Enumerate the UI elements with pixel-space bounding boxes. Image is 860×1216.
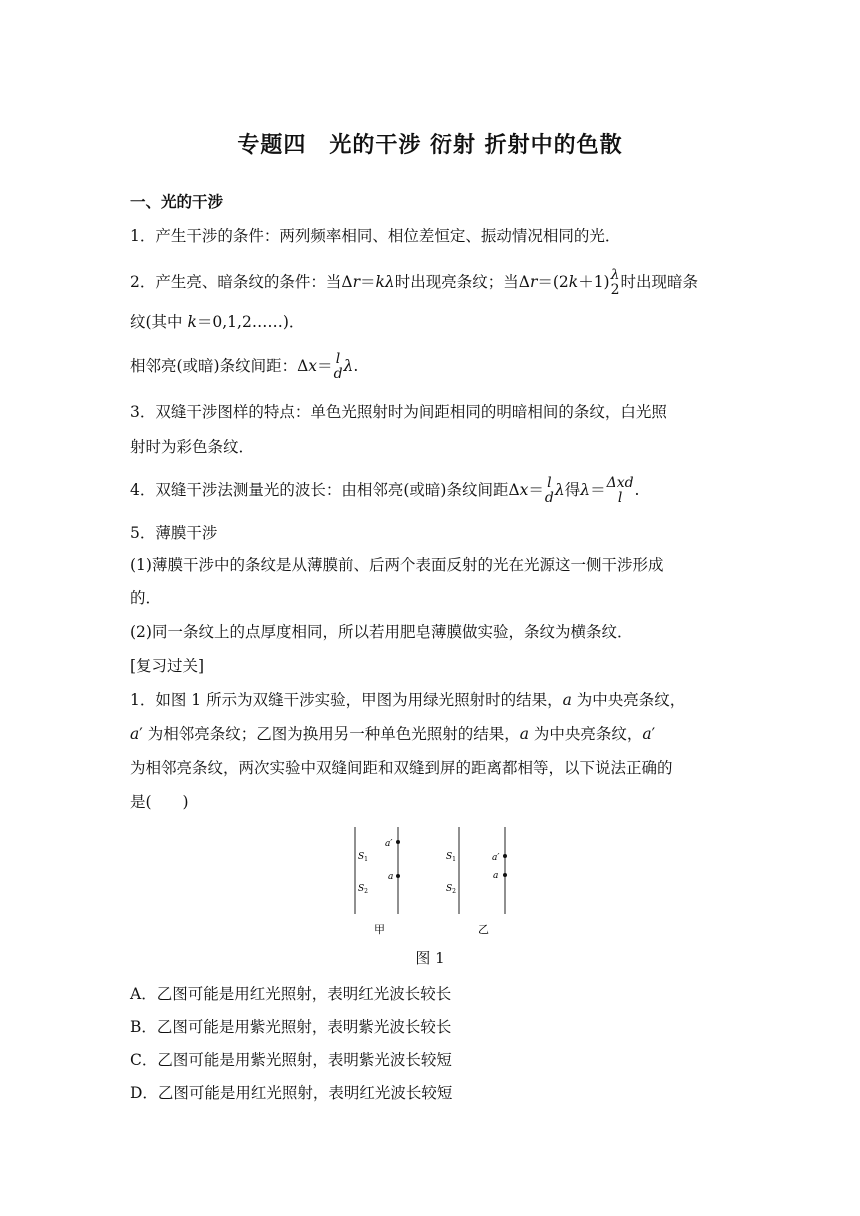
wavelength-fraction: [607, 476, 634, 506]
question-1-line-3: 为相邻亮条纹，两次实验中双缝间距和双缝到屏的距离都相等，以下说法正确的: [130, 759, 673, 777]
a-label-right: a: [493, 871, 499, 881]
question-1-line-4: 是( ): [130, 793, 189, 811]
item-2-var-k: k: [375, 273, 385, 291]
item-2-var-lambda: λ: [384, 273, 395, 291]
a-label-left: a: [388, 872, 394, 882]
item-2-line-2: [130, 312, 304, 332]
item-4-eq2: ＝: [590, 481, 606, 499]
item-2-text-c: 时出现亮条纹；当Δ: [394, 273, 530, 291]
fraction-numerator: Δxd: [606, 475, 634, 491]
item-2-text-e: ＋1): [578, 273, 610, 291]
item-2-var-r2: r: [529, 273, 538, 291]
q1-var-a2: a: [519, 725, 529, 743]
item-2-var-k3: k: [187, 313, 197, 331]
fraction-denominator: 2: [610, 282, 620, 298]
spacing-var-x: x: [308, 357, 318, 375]
fraction-denominator: l: [617, 490, 623, 506]
s2-label-left: $S_2$: [358, 884, 368, 895]
q1-var-a3: a: [642, 725, 652, 743]
s2-label-right: $S_2$: [446, 884, 456, 895]
item-2-line-1: [130, 268, 698, 298]
option-a: A．乙图可能是用红光照射，表明红光波长较长: [130, 985, 452, 1003]
l-over-d-fraction: [334, 352, 343, 382]
q1-text-c: ′ 为相邻亮条纹；乙图为换用另一种单色光照射的结果，: [139, 725, 520, 743]
item-4-text: 4．双缝干涉法测量光的波长：由相邻亮(或暗)条纹间距Δ: [130, 481, 520, 499]
item-1-condition: 1．产生干涉的条件：两列频率相同、相位差恒定、振动情况相同的光．: [130, 227, 621, 245]
item-3-line-1: 3．双缝干涉图样的特点：单色光照射时为间距相同的明暗相间的条纹，白光照: [130, 403, 667, 421]
item-2-text-d: ＝(2: [537, 273, 569, 291]
item-2-var-r: r: [352, 273, 360, 291]
q1-text-a: 1．如图 1 所示为双缝干涉实验，甲图为用绿光照射时的结果，: [130, 691, 563, 709]
fraction-numerator: l: [547, 475, 552, 491]
spacing-eq: ＝: [317, 357, 333, 375]
q1-text-b: 为中央亮条纹，: [571, 691, 686, 709]
option-d: D．乙图可能是用红光照射，表明红光波长较短: [130, 1084, 453, 1102]
item-2-text-b: ＝: [359, 273, 376, 291]
a-dot-left: [396, 874, 400, 878]
option-b: B．乙图可能是用紫光照射，表明紫光波长较长: [130, 1018, 452, 1036]
item-2-text-h: ＝0,1,2……)．: [196, 313, 305, 331]
item-2-text-f: 时出现暗条: [620, 273, 699, 291]
item-4-wavelength: [130, 476, 639, 506]
half-lambda-fraction: [611, 268, 620, 298]
fraction-denominator: d: [544, 490, 554, 506]
fraction-numerator: λ: [610, 267, 620, 283]
figure-label-yi: 乙: [478, 923, 489, 936]
figure-label-jia: 甲: [374, 923, 385, 936]
item-4-var-lambda: λ: [554, 481, 565, 499]
item-4-eq: ＝: [528, 481, 544, 499]
item-4-get: 得: [564, 481, 581, 499]
fraction-numerator: l: [335, 351, 341, 367]
item-5-p1-line-2: 的．: [130, 589, 162, 607]
item-4-var-lambda-2: λ: [580, 481, 591, 499]
section-heading-interference: 一、光的干涉: [130, 193, 224, 211]
fringe-spacing-formula: [130, 352, 358, 382]
page-title: 专题四 光的干涉 衍射 折射中的色散: [237, 133, 623, 158]
question-1-line-1: [130, 690, 685, 710]
fraction-denominator: d: [333, 366, 343, 382]
spacing-text: 相邻亮(或暗)条纹间距：Δ: [130, 357, 309, 375]
item-4-end: .: [634, 481, 640, 499]
item-5-p2: (2)同一条纹上的点厚度相同，所以若用肥皂薄膜做实验，条纹为横条纹．: [130, 623, 633, 641]
item-5-heading: 5．薄膜干涉: [130, 524, 218, 542]
s1-label-left: $S_1$: [358, 852, 368, 863]
item-2-text-g: 纹(其中: [130, 313, 188, 331]
q1-var-a: a: [562, 691, 572, 709]
q1-var-a-prime: a: [130, 725, 140, 743]
l-over-d-fraction: [545, 476, 554, 506]
item-2-text-a: 2．产生亮、暗条纹的条件：当Δ: [130, 273, 353, 291]
q1-prime: ′: [651, 725, 656, 743]
a-prime-dot-left: [396, 840, 400, 844]
review-heading: [复习过关]: [130, 657, 205, 675]
a-dot-right: [503, 873, 507, 877]
option-c: C．乙图可能是用紫光照射，表明紫光波长较短: [130, 1051, 452, 1069]
spacing-end: .: [353, 357, 359, 375]
question-1-line-2: [130, 724, 655, 744]
figure-caption: 图 1: [415, 949, 445, 967]
double-slit-figure: [340, 822, 530, 940]
spacing-var-lambda: λ: [343, 357, 354, 375]
a-prime-dot-right: [503, 854, 507, 858]
a-prime-label-right: a′: [492, 853, 500, 863]
s1-label-right: $S_1$: [446, 852, 456, 863]
q1-text-d: 为中央亮条纹，: [528, 725, 643, 743]
item-3-line-2: 射时为彩色条纹．: [130, 438, 255, 456]
item-5-p1-line-1: (1)薄膜干涉中的条纹是从薄膜前、后两个表面反射的光在光源这一侧干涉形成: [130, 556, 664, 574]
item-4-var-x: x: [519, 481, 529, 499]
a-prime-label-left: a′: [385, 839, 393, 849]
item-2-var-k2: k: [568, 273, 579, 291]
